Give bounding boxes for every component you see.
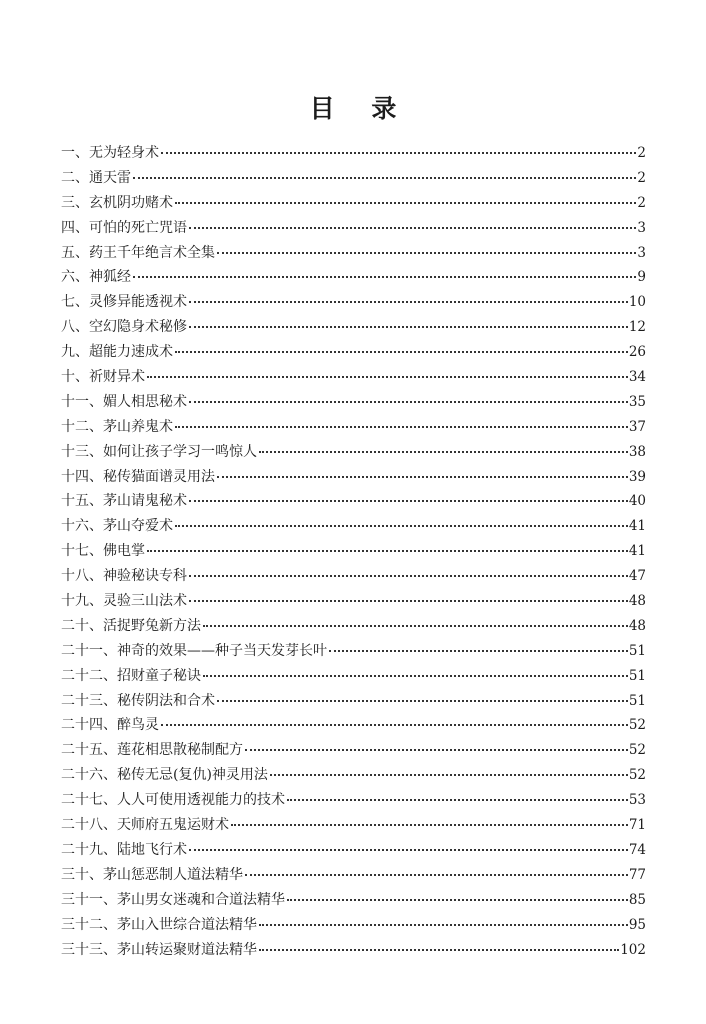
toc-entry[interactable] — [61, 938, 646, 963]
dot-leader — [161, 151, 636, 154]
toc-entry-page-number: 26 — [628, 344, 646, 361]
dot-leader — [217, 475, 628, 478]
toc-entry-title: 八、空幻隐身术秘修 — [61, 319, 187, 336]
toc-entry[interactable] — [61, 913, 646, 938]
toc-entry-title: 二十八、天师府五鬼运财术 — [61, 817, 229, 834]
toc-entry-title: 十六、茅山夺爱术 — [61, 518, 173, 535]
toc-entry[interactable] — [61, 813, 646, 838]
dot-leader — [147, 549, 628, 552]
toc-entry[interactable] — [61, 166, 646, 191]
toc-entry[interactable] — [61, 241, 646, 266]
toc-entry[interactable] — [61, 838, 646, 863]
dot-leader — [217, 699, 628, 702]
dot-leader — [175, 524, 628, 527]
toc-entry-page-number: 52 — [628, 717, 646, 734]
toc-entry[interactable] — [61, 390, 646, 415]
toc-entry-title: 二十、活捉野兔新方法 — [61, 617, 201, 634]
toc-entry-page-number: 51 — [628, 667, 646, 684]
toc-entry-page-number: 41 — [628, 518, 646, 535]
toc-entry[interactable] — [61, 514, 646, 539]
dot-leader — [287, 898, 628, 901]
toc-entry-page-number: 9 — [637, 269, 646, 286]
toc-entry-title: 三十、茅山惩恶制人道法精华 — [61, 866, 243, 883]
toc-entry-title: 二十五、莲花相思散秘制配方 — [61, 742, 243, 759]
toc-entry[interactable] — [61, 689, 646, 714]
toc-entry-title: 十三、如何让孩子学习一鸣惊人 — [61, 443, 257, 460]
toc-entry[interactable] — [61, 564, 646, 589]
toc-entry[interactable] — [61, 539, 646, 564]
toc-entry-title: 二十二、招财童子秘诀 — [61, 667, 201, 684]
toc-entry[interactable] — [61, 265, 646, 290]
toc-entry-page-number: 74 — [628, 841, 646, 858]
toc-entry-title: 七、灵修异能透视术 — [61, 294, 187, 311]
dot-leader — [329, 649, 628, 652]
toc-entry-title: 二十七、人人可使用透视能力的技术 — [61, 792, 285, 809]
dot-leader — [133, 275, 636, 278]
toc-entry[interactable] — [61, 614, 646, 639]
toc-entry[interactable] — [61, 365, 646, 390]
dot-leader — [245, 748, 628, 751]
dot-leader — [175, 350, 628, 353]
toc-entry-title: 十五、茅山请鬼秘术 — [61, 493, 187, 510]
dot-leader — [245, 873, 628, 876]
dot-leader — [189, 226, 636, 229]
toc-entry-title: 三十三、茅山转运聚财道法精华 — [61, 941, 257, 958]
toc-entry[interactable] — [61, 216, 646, 241]
toc-entry[interactable] — [61, 713, 646, 738]
toc-entry-page-number: 38 — [628, 443, 646, 460]
dot-leader — [189, 599, 628, 602]
dot-leader — [133, 176, 636, 179]
toc-entry-page-number: 52 — [628, 742, 646, 759]
toc-entry[interactable] — [61, 340, 646, 365]
toc-entry[interactable] — [61, 191, 646, 216]
toc-entry[interactable] — [61, 290, 646, 315]
dot-leader — [175, 425, 628, 428]
toc-entry-page-number: 51 — [628, 642, 646, 659]
toc-entry-page-number: 3 — [637, 244, 646, 261]
toc-entry-title: 二十六、秘传无忌(复仇)神灵用法 — [61, 767, 268, 784]
dot-leader — [217, 251, 636, 254]
toc-entry-title: 一、无为轻身术 — [61, 145, 159, 161]
toc-entry-title: 十、祈财异术 — [61, 369, 145, 386]
toc-entry[interactable] — [61, 440, 646, 465]
dot-leader — [270, 773, 628, 776]
toc-entry-page-number: 37 — [628, 418, 646, 435]
dot-leader — [147, 375, 628, 378]
dot-leader — [259, 450, 628, 453]
dot-leader — [189, 848, 628, 851]
toc-entry-title: 二、通天雷 — [61, 169, 131, 186]
toc-entry-title: 十七、佛电掌 — [61, 543, 145, 560]
toc-entry-title: 十八、神验秘诀专科 — [61, 568, 187, 585]
dot-leader — [189, 499, 628, 502]
toc-entry[interactable] — [61, 465, 646, 490]
toc-entry-title: 四、可怕的死亡咒语 — [61, 219, 187, 236]
toc-entry-title: 十一、媚人相思秘术 — [61, 393, 187, 410]
toc-entry-page-number: 40 — [628, 493, 646, 510]
dot-leader — [189, 574, 628, 577]
dot-leader — [287, 798, 628, 801]
toc-entry-page-number: 41 — [628, 543, 646, 560]
dot-leader — [189, 300, 628, 303]
dot-leader — [259, 948, 619, 951]
toc-entry-page-number: 2 — [637, 145, 646, 161]
toc-entry-page-number: 51 — [628, 692, 646, 709]
toc-entry-title: 十二、茅山养鬼术 — [61, 418, 173, 435]
toc-entry-title: 三十二、茅山入世综合道法精华 — [61, 916, 257, 933]
toc-entry-page-number: 12 — [628, 319, 646, 336]
toc-entry-page-number: 52 — [628, 767, 646, 784]
toc-entry-title: 十九、灵验三山法术 — [61, 593, 187, 610]
toc-entry-title: 五、药王千年绝言术全集 — [61, 244, 215, 261]
dot-leader — [231, 823, 628, 826]
toc-entry-page-number: 53 — [628, 792, 646, 809]
toc-entry-title: 二十三、秘传阴法和合术 — [61, 692, 215, 709]
toc-entry[interactable] — [61, 315, 646, 340]
toc-entry-title: 六、神狐经 — [61, 269, 131, 286]
dot-leader — [203, 624, 628, 627]
dot-leader — [189, 325, 628, 328]
toc-entry-page-number: 48 — [628, 617, 646, 634]
toc-entry-title: 三、玄机阴功赌术 — [61, 194, 173, 211]
page-title: 目 录 — [309, 94, 411, 123]
toc-entry-title: 九、超能力速成术 — [61, 344, 173, 361]
toc-entry[interactable] — [61, 888, 646, 913]
toc-entry[interactable] — [61, 589, 646, 614]
toc-entry[interactable] — [61, 738, 646, 763]
toc-entry-page-number: 2 — [637, 169, 646, 186]
toc-entry[interactable] — [61, 489, 646, 514]
toc-entry-page-number: 3 — [637, 219, 646, 236]
toc-entry-page-number: 47 — [628, 568, 646, 585]
toc-entry[interactable] — [61, 639, 646, 664]
toc-entry-page-number: 34 — [628, 369, 646, 386]
dot-leader — [189, 400, 628, 403]
toc-entry-page-number: 2 — [637, 194, 646, 211]
toc-entry-page-number: 39 — [628, 468, 646, 485]
toc-entry-page-number: 85 — [628, 891, 646, 908]
toc-entry[interactable] — [61, 788, 646, 813]
dot-leader — [175, 201, 636, 204]
toc-entry[interactable] — [61, 415, 646, 440]
toc-entry[interactable] — [61, 141, 646, 166]
toc-entry-page-number: 102 — [620, 941, 646, 958]
toc-entry-page-number: 48 — [628, 593, 646, 610]
toc-entry-page-number: 95 — [628, 916, 646, 933]
toc-entry-title: 三十一、茅山男女迷魂和合道法精华 — [61, 891, 285, 908]
toc-entry[interactable] — [61, 664, 646, 689]
toc-entry-page-number: 71 — [628, 817, 646, 834]
toc-entry-page-number: 35 — [628, 393, 646, 410]
toc-entry-page-number: 77 — [628, 866, 646, 883]
dot-leader — [259, 923, 628, 926]
toc-entry-page-number: 10 — [628, 294, 646, 311]
toc-entry-title: 十四、秘传猫面谱灵用法 — [61, 468, 215, 485]
dot-leader — [161, 723, 628, 726]
toc-entry[interactable] — [61, 763, 646, 788]
toc-entry-title: 二十九、陆地飞行术 — [61, 841, 187, 858]
toc-entry-title: 二十一、神奇的效果——种子当天发芽长叶 — [61, 642, 327, 659]
toc-entry[interactable] — [61, 863, 646, 888]
table-of-contents — [61, 141, 646, 962]
toc-entry-title: 二十四、醉鸟灵 — [61, 717, 159, 734]
dot-leader — [203, 674, 628, 677]
